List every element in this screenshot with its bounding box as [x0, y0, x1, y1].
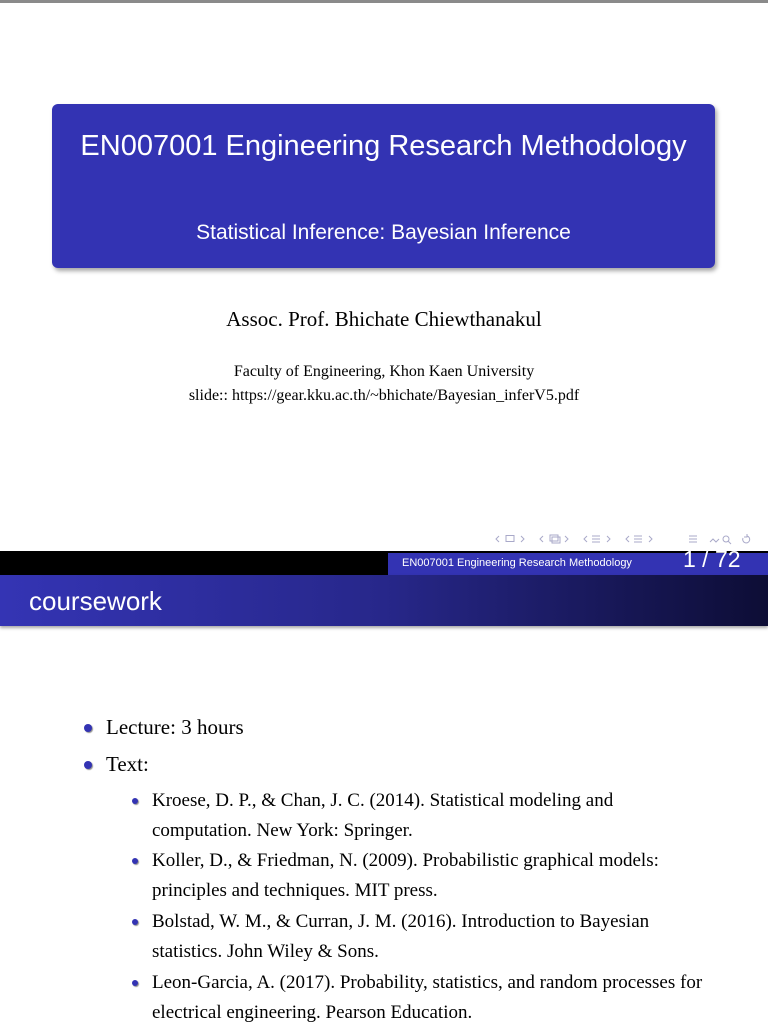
- sub-bullet-icon: [132, 919, 138, 925]
- beamer-navigation: [484, 531, 764, 547]
- list-item-lecture: Lecture: 3 hours: [106, 715, 244, 739]
- nav-prev-arrow-icon[interactable]: [496, 536, 499, 542]
- sub-bullet-icon: [132, 980, 138, 986]
- bullet-icon: [84, 761, 92, 769]
- presentation-subtitle: Statistical Inference: Bayesian Inference: [196, 221, 571, 244]
- search-icon[interactable]: [710, 536, 731, 544]
- nav-section-icon[interactable]: [540, 535, 568, 543]
- sub-bullet-icon: [132, 858, 138, 864]
- nav-subsection-icon[interactable]: [584, 536, 652, 542]
- title-block: [52, 104, 715, 268]
- footer-title: EN007001 Engineering Research Methodology: [402, 557, 632, 569]
- page-number: 1 / 72: [683, 546, 741, 572]
- author: Assoc. Prof. Bhichate Chiewthanakul: [226, 307, 542, 331]
- frame-title: coursework: [29, 586, 162, 616]
- nav-frame-icon[interactable]: [506, 536, 514, 542]
- slide-url: slide:: https://gear.kku.ac.th/~bhichate/Bayesian_inferV5.pdf: [188, 387, 580, 404]
- reference-item: Kroese, D. P., & Chan, J. C. (2014). Statistical modeling and computation. New York: Springer.: [152, 790, 614, 841]
- nav-align-icon[interactable]: [689, 536, 697, 542]
- nav-next-arrow-icon[interactable]: [521, 536, 524, 542]
- bullet-icon: [84, 724, 92, 732]
- top-divider: [0, 0, 768, 3]
- institute: [0, 360, 768, 408]
- reference-item: Koller, D., & Friedman, N. (2009). Probabilistic graphical models: principles and techniques. MIT press.: [152, 850, 659, 901]
- reference-item: Leon-Garcia, A. (2017). Probability, statistics, and random processes for electrical engineering. Pearson Education.: [152, 972, 703, 1023]
- sub-bullet-icon: [132, 798, 138, 804]
- institute-name: Faculty of Engineering, Khon Kaen University: [233, 363, 535, 380]
- presentation-title: EN007001 Engineering Research Methodology: [80, 130, 687, 162]
- list-item-text: Text:: [106, 752, 149, 776]
- reference-item: Bolstad, W. M., & Curran, J. M. (2016). Introduction to Bayesian statistics. John Wiley & Sons.: [152, 911, 650, 962]
- undo-icon[interactable]: [743, 534, 750, 543]
